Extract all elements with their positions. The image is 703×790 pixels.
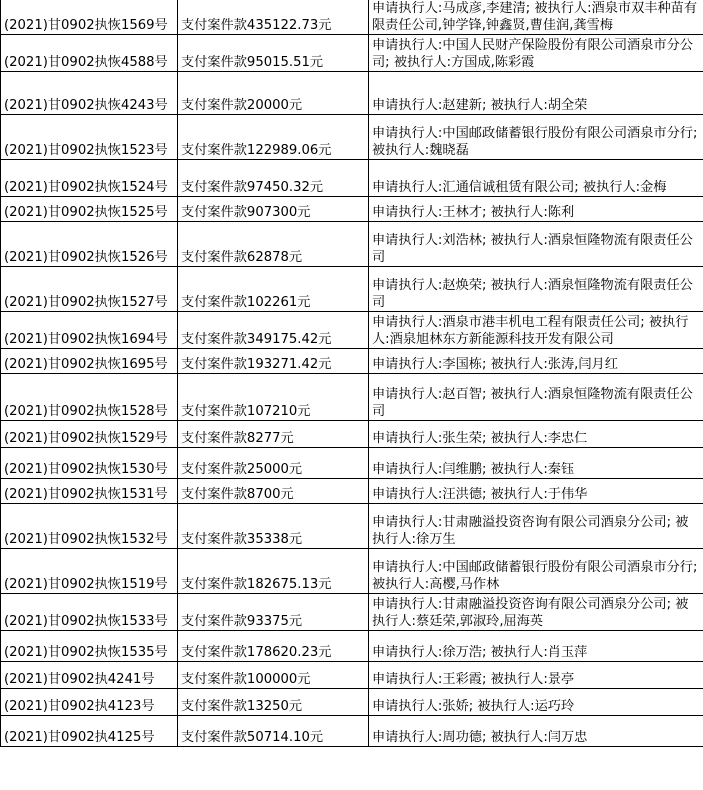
parties-cell: 申请执行人:甘肃融溢投资咨询有限公司酒泉分公司; 被执行人:蔡廷荣,郭淑玲,屈海英 bbox=[369, 594, 703, 631]
payment-amount-cell: 支付案件款13250元 bbox=[178, 689, 369, 716]
payment-amount-cell: 支付案件款435122.73元 bbox=[178, 0, 369, 35]
payment-amount-cell: 支付案件款50714.10元 bbox=[178, 716, 369, 747]
parties-cell: 申请执行人:周功德; 被执行人:闫万忠 bbox=[369, 716, 703, 747]
table-row bbox=[1, 689, 703, 716]
case-number-cell: (2021)甘0902执恢1530号 bbox=[1, 448, 178, 479]
table-row bbox=[1, 631, 703, 662]
table-row bbox=[1, 160, 703, 197]
table-row bbox=[1, 549, 703, 594]
payment-amount-cell: 支付案件款907300元 bbox=[178, 197, 369, 222]
parties-cell: 申请执行人:张娇; 被执行人:运巧玲 bbox=[369, 689, 703, 716]
case-number-cell: (2021)甘0902执4125号 bbox=[1, 716, 178, 747]
table-row bbox=[1, 716, 703, 747]
parties-cell: 申请执行人:中国人民财产保险股份有限公司酒泉市分公司; 被执行人:方国成,陈彩霞 bbox=[369, 35, 703, 72]
parties-cell: 申请执行人:王彩霞; 被执行人:景亭 bbox=[369, 662, 703, 689]
payment-amount-cell: 支付案件款95015.51元 bbox=[178, 35, 369, 72]
case-number-cell: (2021)甘0902执恢1526号 bbox=[1, 222, 178, 267]
payment-amount-cell: 支付案件款97450.32元 bbox=[178, 160, 369, 197]
case-number-cell: (2021)甘0902执恢1569号 bbox=[1, 0, 178, 35]
table-row bbox=[1, 222, 703, 267]
table-row bbox=[1, 312, 703, 349]
case-number-cell: (2021)甘0902执恢1528号 bbox=[1, 374, 178, 421]
case-number-cell: (2021)甘0902执恢1524号 bbox=[1, 160, 178, 197]
parties-cell: 申请执行人:汪洪德; 被执行人:于伟华 bbox=[369, 479, 703, 504]
case-number-cell: (2021)甘0902执恢1695号 bbox=[1, 349, 178, 374]
parties-cell: 申请执行人:酒泉市港丰机电工程有限责任公司; 被执行人:酒泉旭林东方新能源科技开发有限公司 bbox=[369, 312, 703, 349]
payment-amount-cell: 支付案件款25000元 bbox=[178, 448, 369, 479]
payment-amount-cell: 支付案件款20000元 bbox=[178, 72, 369, 115]
payment-amount-cell: 支付案件款178620.23元 bbox=[178, 631, 369, 662]
case-number-cell: (2021)甘0902执恢4243号 bbox=[1, 72, 178, 115]
case-number-cell: (2021)甘0902执恢1532号 bbox=[1, 504, 178, 549]
payment-amount-cell: 支付案件款35338元 bbox=[178, 504, 369, 549]
payment-amount-cell: 支付案件款100000元 bbox=[178, 662, 369, 689]
table-row bbox=[1, 504, 703, 549]
parties-cell: 申请执行人:赵焕荣; 被执行人:酒泉恒隆物流有限责任公司 bbox=[369, 267, 703, 312]
parties-cell: 申请执行人:刘浩林; 被执行人:酒泉恒隆物流有限责任公司 bbox=[369, 222, 703, 267]
table-row bbox=[1, 267, 703, 312]
payment-amount-cell: 支付案件款193271.42元 bbox=[178, 349, 369, 374]
case-number-cell: (2021)甘0902执恢4588号 bbox=[1, 35, 178, 72]
payment-amount-cell: 支付案件款62878元 bbox=[178, 222, 369, 267]
parties-cell: 申请执行人:闫维鹏; 被执行人:秦钰 bbox=[369, 448, 703, 479]
table-body bbox=[1, 0, 703, 747]
case-number-cell: (2021)甘0902执恢1525号 bbox=[1, 197, 178, 222]
table-row bbox=[1, 421, 703, 448]
payment-amount-cell: 支付案件款182675.13元 bbox=[178, 549, 369, 594]
case-number-cell: (2021)甘0902执4123号 bbox=[1, 689, 178, 716]
payment-amount-cell: 支付案件款349175.42元 bbox=[178, 312, 369, 349]
table-row bbox=[1, 197, 703, 222]
case-number-cell: (2021)甘0902执恢1519号 bbox=[1, 549, 178, 594]
table-row bbox=[1, 349, 703, 374]
payment-amount-cell: 支付案件款122989.06元 bbox=[178, 115, 369, 160]
table-row bbox=[1, 0, 703, 35]
case-number-cell: (2021)甘0902执恢1531号 bbox=[1, 479, 178, 504]
payment-amount-cell: 支付案件款8700元 bbox=[178, 479, 369, 504]
case-number-cell: (2021)甘0902执恢1533号 bbox=[1, 594, 178, 631]
table-row bbox=[1, 594, 703, 631]
parties-cell: 申请执行人:马成彦,李建清; 被执行人:酒泉市双丰种苗有限责任公司,钟学锋,钟鑫贤,曹佳润,龚雪梅 bbox=[369, 0, 703, 35]
case-number-cell: (2021)甘0902执恢1694号 bbox=[1, 312, 178, 349]
table-row bbox=[1, 374, 703, 421]
table-row bbox=[1, 35, 703, 72]
parties-cell: 申请执行人:中国邮政储蓄银行股份有限公司酒泉市分行; 被执行人:魏晓磊 bbox=[369, 115, 703, 160]
payment-amount-cell: 支付案件款107210元 bbox=[178, 374, 369, 421]
parties-cell: 申请执行人:中国邮政储蓄银行股份有限公司酒泉市分行; 被执行人:高樱,马作林 bbox=[369, 549, 703, 594]
parties-cell: 申请执行人:赵建新; 被执行人:胡全荣 bbox=[369, 72, 703, 115]
parties-cell: 申请执行人:张生荣; 被执行人:李忠仁 bbox=[369, 421, 703, 448]
table-row bbox=[1, 115, 703, 160]
payment-amount-cell: 支付案件款93375元 bbox=[178, 594, 369, 631]
table-row bbox=[1, 479, 703, 504]
case-number-cell: (2021)甘0902执恢1529号 bbox=[1, 421, 178, 448]
payment-amount-cell: 支付案件款8277元 bbox=[178, 421, 369, 448]
table-row bbox=[1, 448, 703, 479]
case-number-cell: (2021)甘0902执恢1535号 bbox=[1, 631, 178, 662]
parties-cell: 申请执行人:汇通信诚租赁有限公司; 被执行人:金梅 bbox=[369, 160, 703, 197]
parties-cell: 申请执行人:甘肃融溢投资咨询有限公司酒泉分公司; 被执行人:徐万生 bbox=[369, 504, 703, 549]
case-number-cell: (2021)甘0902执4241号 bbox=[1, 662, 178, 689]
parties-cell: 申请执行人:王林才; 被执行人:陈利 bbox=[369, 197, 703, 222]
table-row bbox=[1, 72, 703, 115]
case-number-cell: (2021)甘0902执恢1527号 bbox=[1, 267, 178, 312]
parties-cell: 申请执行人:赵百智; 被执行人:酒泉恒隆物流有限责任公司 bbox=[369, 374, 703, 421]
payment-amount-cell: 支付案件款102261元 bbox=[178, 267, 369, 312]
table-row bbox=[1, 662, 703, 689]
parties-cell: 申请执行人:李国栋; 被执行人:张涛,闫月红 bbox=[369, 349, 703, 374]
parties-cell: 申请执行人:徐万浩; 被执行人:肖玉萍 bbox=[369, 631, 703, 662]
case-number-cell: (2021)甘0902执恢1523号 bbox=[1, 115, 178, 160]
